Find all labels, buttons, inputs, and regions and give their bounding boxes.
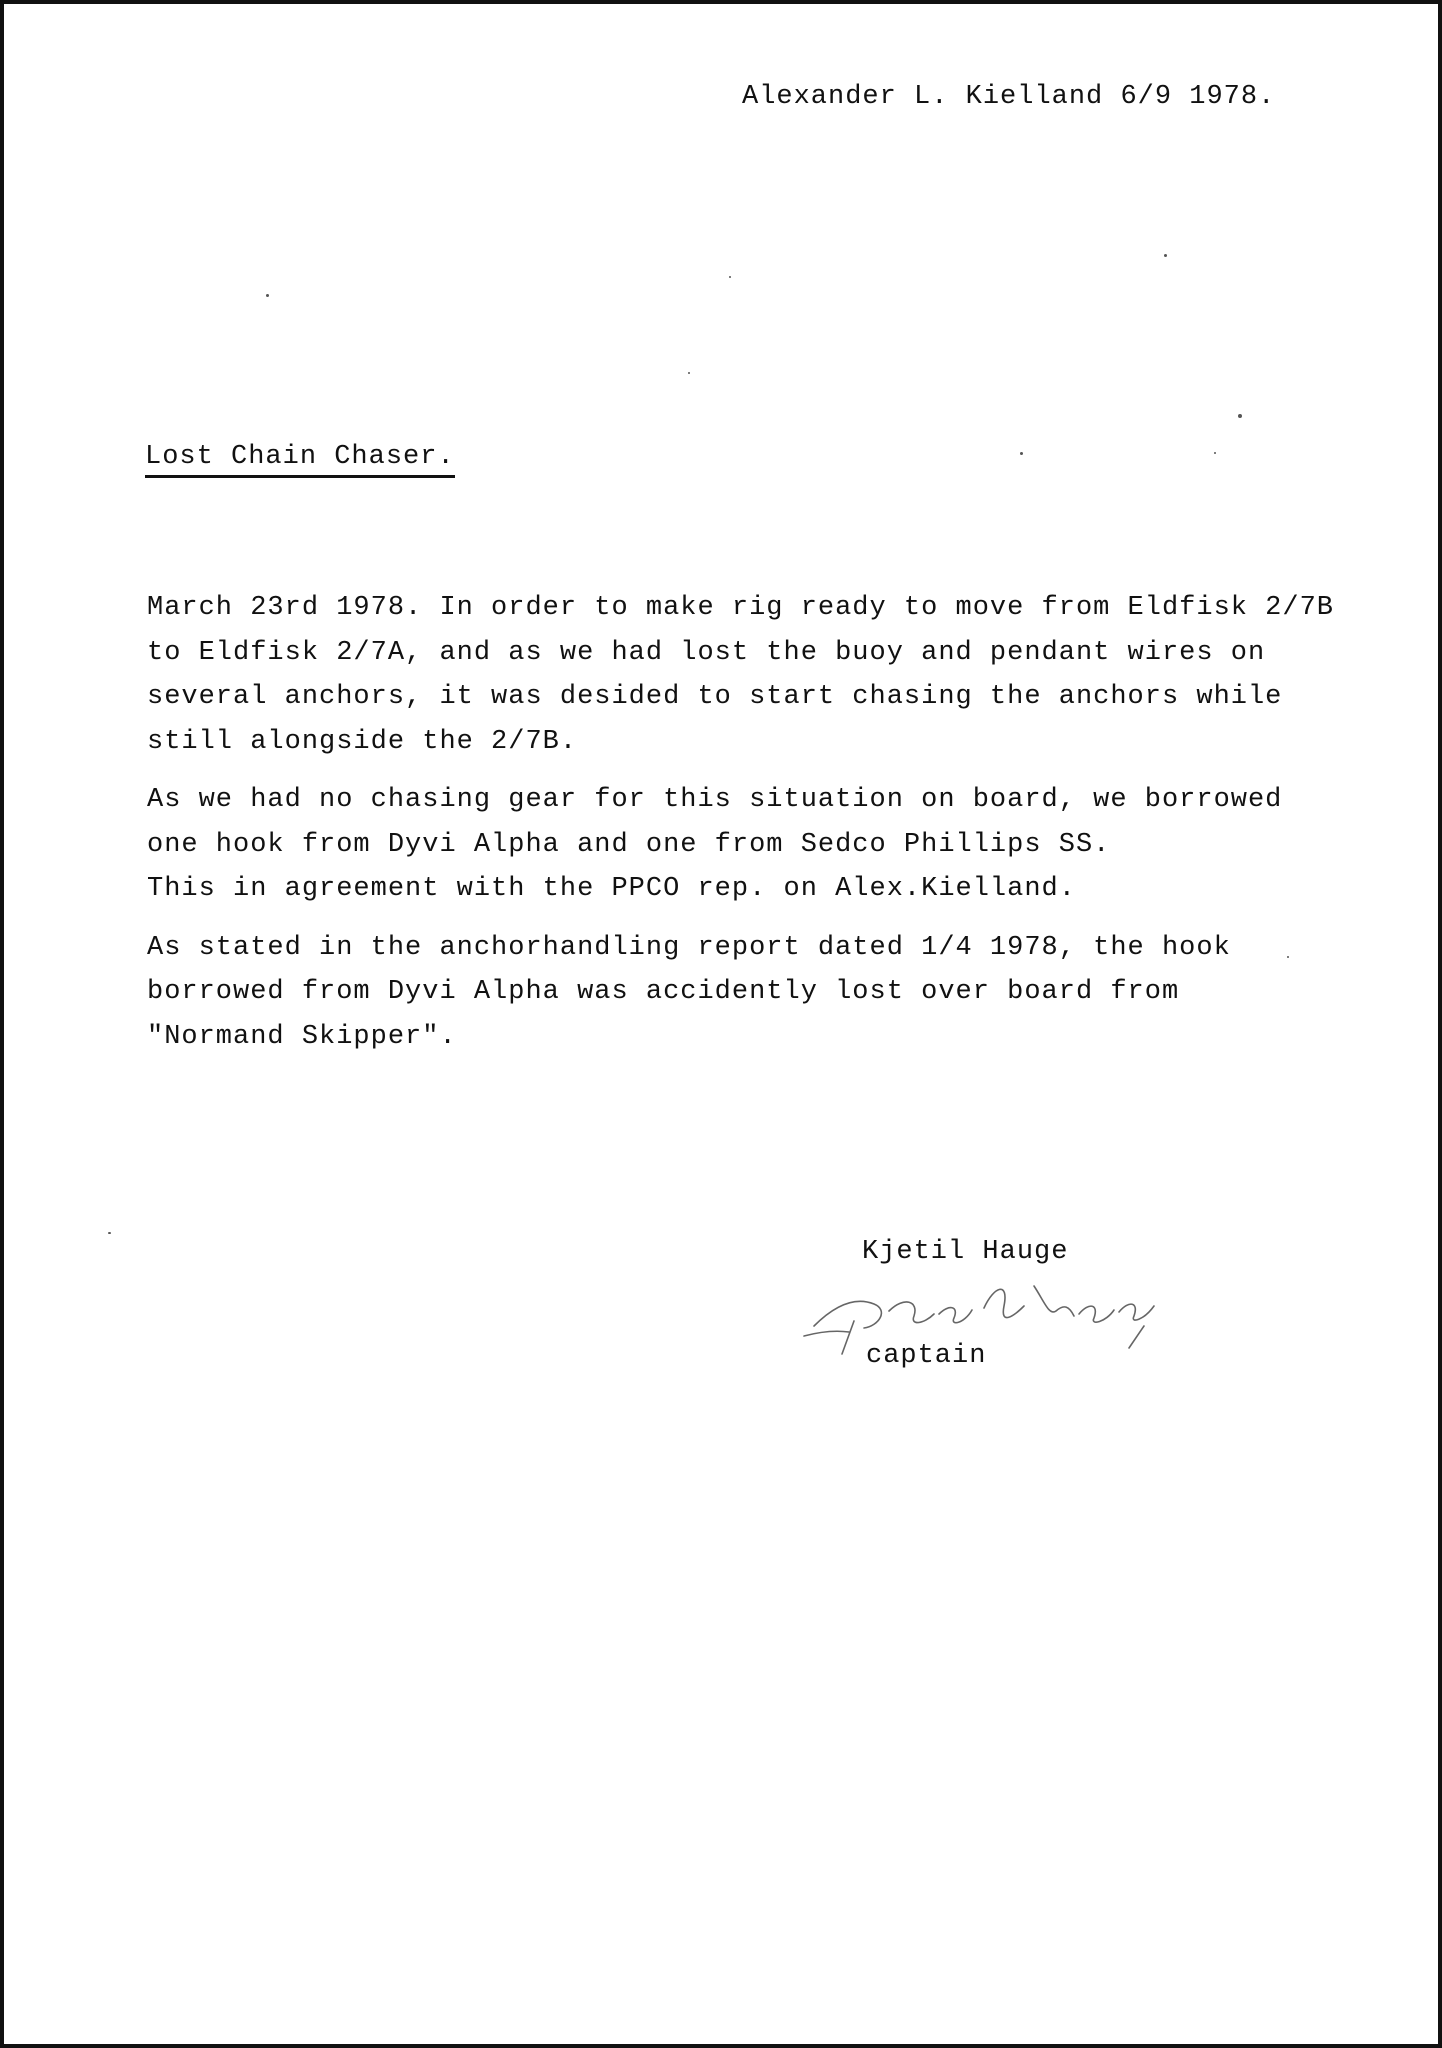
body-line: As stated in the anchorhandling report dated 1/4 1978, the hook [147,932,1231,963]
paragraph-3 [147,926,1387,1060]
scan-speck [1238,414,1242,418]
paragraph-1 [147,586,1387,764]
paragraph-2 [147,778,1387,912]
place-date-line: Alexander L. Kielland 6/9 1978. [742,82,1276,112]
body-line: still alongside the 2/7B. [147,726,578,757]
scan-speck [108,1232,111,1234]
scan-speck [1164,254,1167,257]
signatory-name: Kjetil Hauge [862,1237,1069,1267]
body-line: March 23rd 1978. In order to make rig ready to move from Eldfisk 2/7B [147,593,1334,623]
body-line: "Normand Skipper". [147,1021,457,1052]
subject-heading: Lost Chain Chaser. [145,442,455,478]
handwritten-signature [794,1266,1184,1356]
body-line: borrowed from Dyvi Alpha was accidently lost over board from [147,977,1180,1007]
scan-speck [1287,956,1289,958]
scan-speck [1020,452,1023,455]
body-line: one hook from Dyvi Alpha and one from Sedco Phillips SS. [147,829,1111,860]
body-line: several anchors, it was desided to start chasing the anchors while [147,682,1283,712]
signatory-title: captain [866,1341,987,1371]
body-line: As we had no chasing gear for this situation on board, we borrowed [147,785,1283,815]
body-line: to Eldfisk 2/7A, and as we had lost the buoy and pendant wires on [147,637,1266,668]
scan-speck [1214,452,1216,454]
letter-body [147,586,1387,1073]
scan-speck [688,372,690,374]
scan-speck [729,276,731,278]
scan-speck [266,294,269,297]
body-line: This in agreement with the PPCO rep. on Alex.Kielland. [147,874,1076,904]
